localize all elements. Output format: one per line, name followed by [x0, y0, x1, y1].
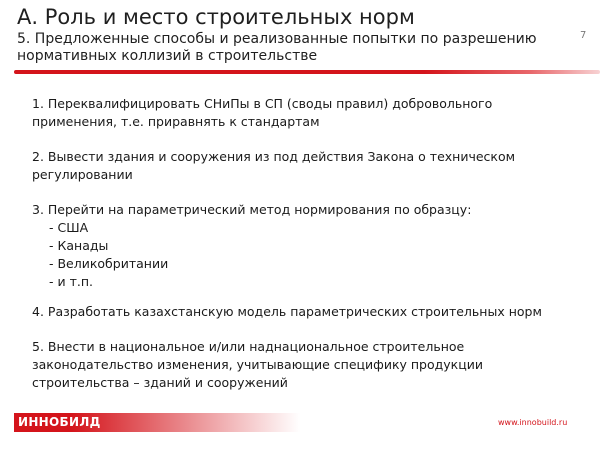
list-item-text: 2. Вывести здания и сооружения из под действия Закона о техническом регулировании: [32, 149, 516, 182]
sub-item-canada: - Канады: [49, 238, 109, 253]
sub-item-uk: - Великобритании: [49, 256, 169, 271]
footer-url-link[interactable]: www.innobuild.ru: [498, 418, 568, 427]
list-item-3: [32, 201, 572, 291]
list-item-5: [32, 338, 572, 392]
list-item-text: 4. Разработать казахстанскую модель параметрических строительных норм: [32, 304, 542, 319]
sub-item-etc: - и т.п.: [49, 274, 93, 289]
list-item-text: 1. Переквалифицировать СНиПы в СП (своды правил) добровольного применения, т.е. приравнять к стандартам: [32, 96, 493, 129]
list-item-4: [32, 303, 572, 321]
list-item-text: 5. Внести в национальное и/или наднациональное строительное законодательство изменения, учитывающие специфику продукции строительства – зданий и сооружений: [32, 339, 483, 390]
list-item-text: 3. Перейти на параметрический метод нормирования по образцу:: [32, 202, 472, 217]
list-item-1: [32, 95, 572, 131]
sub-item-usa: - США: [49, 220, 89, 235]
header-rule: [14, 70, 600, 74]
body-list: [32, 95, 572, 409]
page-number: 7: [580, 30, 587, 41]
slide-subtitle: 5. Предложенные способы и реализованные попытки по разрешению нормативных коллизий в строительстве: [17, 31, 537, 64]
country-sub-list: [32, 219, 572, 291]
list-item-2: [32, 148, 572, 184]
footer-logo: ИННОБИЛД: [18, 415, 101, 429]
slide-title: А. Роль и место строительных норм: [17, 5, 415, 29]
